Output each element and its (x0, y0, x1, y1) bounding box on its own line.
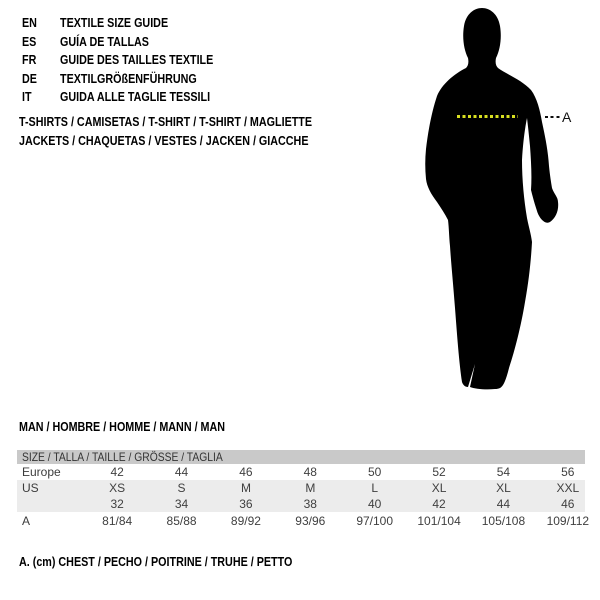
row-label: A (22, 514, 31, 528)
chest-measure-dashes (457, 115, 518, 118)
table-cell: 109/112 (546, 514, 590, 528)
category-tshirts: T-SHIRTS / CAMISETAS / T-SHIRT / T-SHIRT / MAGLIETTE (19, 114, 313, 129)
language-title: GUIDA ALLE TAGLIE TESSILI (60, 90, 211, 105)
row-label: US (22, 481, 39, 495)
table-cell: 46 (561, 497, 575, 511)
row-label: Europe (22, 465, 61, 479)
table-cell: M (305, 481, 316, 495)
table-cell: 56 (561, 465, 575, 479)
language-list (22, 14, 238, 107)
size-table (17, 450, 600, 530)
category-lines (19, 112, 360, 150)
table-cell: 50 (368, 465, 382, 479)
category-jackets: JACKETS / CHAQUETAS / VESTES / JACKEN / GIACCHE (19, 133, 309, 148)
table-cell: 81/84 (102, 514, 133, 528)
table-cell: 42 (432, 497, 446, 511)
table-row-us (17, 480, 600, 496)
table-cell: 44 (496, 497, 511, 511)
language-title: TEXTILGRÖßENFÜHRUNG (60, 71, 197, 86)
table-cell: 93/96 (295, 514, 326, 528)
table-cell: 101/104 (417, 514, 461, 528)
language-title: GUÍA DE TALLAS (60, 34, 149, 49)
table-cell: 42 (110, 465, 124, 479)
footnote-chest: A. (cm) CHEST / PECHO / POITRINE / TRUHE / PETTO (19, 555, 293, 569)
man-silhouette (398, 4, 563, 396)
language-code: ES (22, 34, 37, 49)
table-row-uk (17, 496, 600, 512)
measure-label-a: A (562, 109, 572, 125)
man-silhouette-svg (398, 4, 563, 396)
table-cell: 46 (239, 465, 253, 479)
table-cell: XL (431, 481, 447, 495)
table-header (17, 450, 585, 464)
table-cell: 32 (110, 497, 124, 511)
table-cell: XL (496, 481, 511, 495)
table-cell: 40 (368, 497, 382, 511)
table-cell: 89/92 (230, 514, 261, 528)
table-cell: 36 (239, 497, 253, 511)
table-cell: 97/100 (356, 514, 394, 528)
table-cell: XXL (556, 481, 580, 495)
table-cell: 52 (432, 465, 446, 479)
table-cell: XS (109, 481, 126, 495)
section-title-man: MAN / HOMBRE / HOMME / MANN / MAN (19, 420, 226, 434)
language-title: TEXTILE SIZE GUIDE (60, 16, 169, 31)
table-cell: 54 (496, 465, 511, 479)
table-cell: L (371, 481, 379, 495)
table-cell: 44 (174, 465, 189, 479)
table-cell: 85/88 (166, 514, 197, 528)
language-code: DE (22, 71, 37, 86)
table-cell: 38 (303, 497, 317, 511)
language-row (22, 70, 238, 89)
table-cell: 105/108 (481, 514, 526, 528)
table-cell: S (177, 481, 186, 495)
table-cell: 48 (303, 465, 317, 479)
language-code: FR (22, 53, 37, 68)
language-code: IT (22, 90, 32, 105)
language-row (22, 88, 238, 107)
language-code: EN (22, 16, 37, 31)
table-row-europe (17, 464, 600, 480)
table-cell: M (240, 481, 251, 495)
language-title: GUIDE DES TAILLES TEXTILE (60, 53, 214, 68)
table-cell: 34 (174, 497, 189, 511)
language-row (22, 14, 238, 33)
measure-leader-dashes (545, 116, 561, 118)
table-row-chest (17, 512, 600, 530)
table-header-label: SIZE / TALLA / TAILLE / GRÖSSE / TAGLIA (22, 450, 223, 464)
language-row (22, 51, 238, 70)
language-row (22, 33, 238, 52)
